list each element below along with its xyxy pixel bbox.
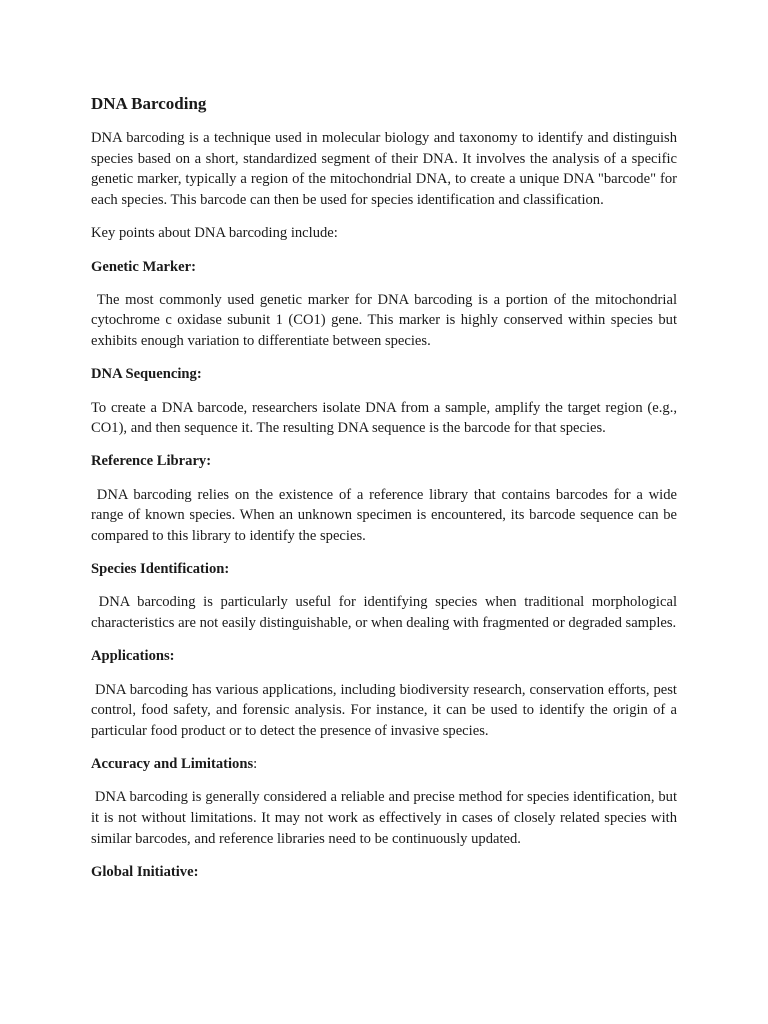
section-heading [91,646,677,667]
section-paragraph: DNA barcoding is particularly useful for identifying species when traditional morphological characteristics are not easily distinguishable, or when dealing with fragmented or degraded samples. [91,594,681,632]
section-heading [91,754,677,775]
section-paragraph: DNA barcoding is generally considered a reliable and precise method for species identification, but it is not without limitations. It may not work as effectively in cases of closely related species with similar barcodes, and reference libraries need to be continuously updated. [91,789,681,847]
section-reference-library [91,451,681,546]
section-paragraph: DNA barcoding has various applications, including biodiversity research, conservation efforts, pest control, food safety, and forensic analysis. For instance, it can be used to identify the origin of a particular food product or to detect the presence of invasive species. [91,681,681,739]
section-heading [91,559,677,580]
section-species-identification [91,559,681,634]
section-accuracy-limitations [91,754,681,849]
section-heading-text: Reference Library: [91,453,212,470]
section-heading-text: Genetic Marker: [91,258,196,275]
section-heading-text: DNA Sequencing: [91,366,202,383]
document-title: DNA Barcoding [91,94,207,113]
section-genetic-marker [91,257,681,352]
section-heading [91,451,677,472]
section-global-initiative [91,862,677,883]
section-paragraph: DNA barcoding relies on the existence of a reference library that contains barcodes for a wide range of known species. When an unknown specimen is encountered, its barcode sequence can be compared to this library to identify the species. [91,486,681,545]
intro-paragraph: DNA barcoding is a technique used in molecular biology and taxonomy to identify and distinguish species based on a short, standardized segment of their DNA. It involves the analysis of a specific genetic marker, typically a region of the mitochondrial DNA, to create a unique DNA "barcode" for each species. This barcode can then be used for species identification and classification. [91,130,681,209]
section-paragraph: The most commonly used genetic marker for DNA barcoding is a portion of the mitochondrial cytochrome c oxidase subunit 1 (CO1) gene. This marker is highly conserved within species but exhibits enough variation to differentiate between species. [91,291,681,350]
section-heading [91,257,677,278]
section-heading [91,862,677,883]
document-body [91,94,681,895]
section-heading-text: Applications: [91,648,175,665]
section-dna-sequencing [91,364,681,439]
section-applications [91,646,681,741]
section-heading [91,364,677,385]
section-heading-suffix: : [253,756,258,773]
section-heading-text: Accuracy and Limitations [91,756,254,773]
section-heading-text: Species Identification: [91,561,230,578]
section-heading-text: Global Initiative: [91,863,199,880]
key-points-intro: Key points about DNA barcoding include: [91,225,338,242]
section-paragraph: To create a DNA barcode, researchers isolate DNA from a sample, amplify the target region (e.g., CO1), and then sequence it. The resulting DNA sequence is the barcode for that species. [91,399,681,437]
